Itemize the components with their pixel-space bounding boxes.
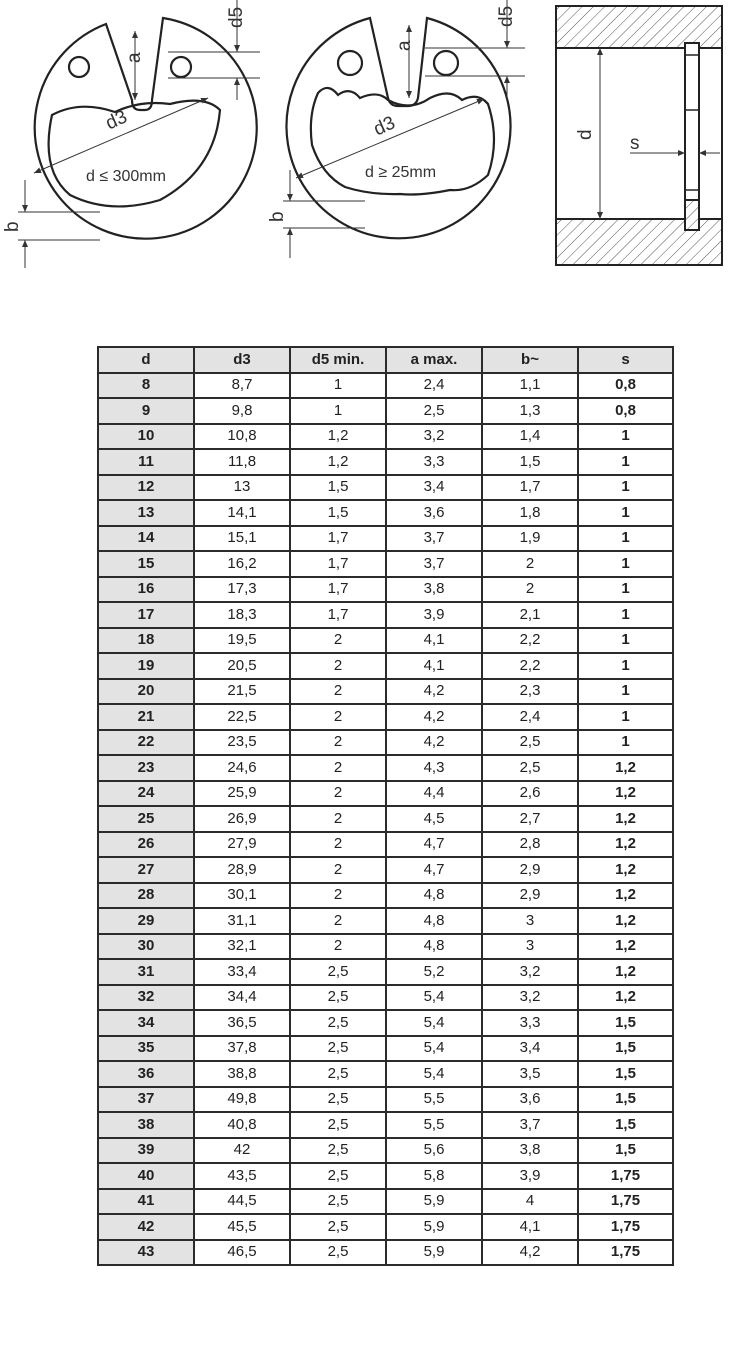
table-cell-a: 3,7 <box>386 526 482 552</box>
table-cell-s: 1 <box>578 526 673 552</box>
table-row <box>98 985 673 1011</box>
table-cell-d: 22 <box>98 730 194 756</box>
table-cell-s: 1,2 <box>578 832 673 858</box>
table-cell-a: 5,4 <box>386 1036 482 1062</box>
table-cell-b: 1,8 <box>482 500 578 526</box>
table-cell-b: 2,2 <box>482 653 578 679</box>
table-row <box>98 500 673 526</box>
table-header-row <box>98 347 673 373</box>
table-cell-b: 2,8 <box>482 832 578 858</box>
table-cell-a: 5,4 <box>386 1061 482 1087</box>
table-cell-a: 5,4 <box>386 1010 482 1036</box>
table-cell-s: 1,2 <box>578 755 673 781</box>
table-cell-s: 1,2 <box>578 883 673 909</box>
table-cell-s: 1,75 <box>578 1214 673 1240</box>
table-cell-d3: 46,5 <box>194 1240 290 1266</box>
ring1-label-range: d ≤ 300mm <box>86 168 166 185</box>
table-cell-d5: 2 <box>290 628 386 654</box>
table-cell-d: 28 <box>98 883 194 909</box>
table-cell-d: 16 <box>98 577 194 603</box>
section-label-d: d <box>575 129 596 140</box>
table-row <box>98 934 673 960</box>
table-cell-d: 26 <box>98 832 194 858</box>
table-cell-s: 1,2 <box>578 781 673 807</box>
table-row <box>98 857 673 883</box>
table-cell-a: 5,5 <box>386 1112 482 1138</box>
table-cell-d5: 2 <box>290 730 386 756</box>
table-cell-d3: 11,8 <box>194 449 290 475</box>
table-row <box>98 1163 673 1189</box>
table-cell-d5: 1 <box>290 373 386 399</box>
table-cell-d: 36 <box>98 1061 194 1087</box>
table-cell-s: 0,8 <box>578 398 673 424</box>
table-cell-d3: 27,9 <box>194 832 290 858</box>
table-cell-s: 1,2 <box>578 934 673 960</box>
col-header-d3: d3 <box>194 347 290 373</box>
table-cell-b: 2,7 <box>482 806 578 832</box>
ring1-label-d3: d3 <box>102 106 131 135</box>
table-cell-d: 18 <box>98 628 194 654</box>
table-cell-d: 40 <box>98 1163 194 1189</box>
table-cell-d3: 30,1 <box>194 883 290 909</box>
table-cell-d5: 2 <box>290 704 386 730</box>
table-cell-s: 1,75 <box>578 1189 673 1215</box>
table-cell-d3: 9,8 <box>194 398 290 424</box>
table-cell-d3: 36,5 <box>194 1010 290 1036</box>
ring2-label-a: a <box>394 40 415 51</box>
table-cell-s: 1 <box>578 577 673 603</box>
table-cell-b: 3,6 <box>482 1087 578 1113</box>
table-body <box>98 373 673 1266</box>
table-cell-s: 1,5 <box>578 1087 673 1113</box>
table-cell-d: 32 <box>98 985 194 1011</box>
table-cell-a: 5,8 <box>386 1163 482 1189</box>
table-row <box>98 551 673 577</box>
table-cell-s: 1 <box>578 704 673 730</box>
table-row <box>98 730 673 756</box>
table-cell-d5: 2 <box>290 653 386 679</box>
table-cell-b: 3,5 <box>482 1061 578 1087</box>
table-cell-d3: 38,8 <box>194 1061 290 1087</box>
table-row <box>98 475 673 501</box>
table-row <box>98 959 673 985</box>
table-cell-b: 2 <box>482 551 578 577</box>
table-cell-s: 1,2 <box>578 857 673 883</box>
table-row <box>98 806 673 832</box>
table-cell-d3: 15,1 <box>194 526 290 552</box>
table-cell-d3: 22,5 <box>194 704 290 730</box>
table-cell-d: 39 <box>98 1138 194 1164</box>
table-cell-d: 13 <box>98 500 194 526</box>
table-cell-b: 2 <box>482 577 578 603</box>
table-cell-d5: 1,7 <box>290 526 386 552</box>
col-header-d5-min: d5 min. <box>290 347 386 373</box>
table-cell-a: 3,2 <box>386 424 482 450</box>
table-cell-d3: 34,4 <box>194 985 290 1011</box>
table-cell-d: 24 <box>98 781 194 807</box>
table-cell-a: 3,7 <box>386 551 482 577</box>
table-cell-d3: 43,5 <box>194 1163 290 1189</box>
table-cell-a: 4,7 <box>386 857 482 883</box>
technical-drawings <box>0 0 731 280</box>
table-cell-d5: 1,5 <box>290 475 386 501</box>
table-cell-d5: 2 <box>290 806 386 832</box>
table-row <box>98 424 673 450</box>
table-cell-s: 1,75 <box>578 1163 673 1189</box>
table-cell-d: 8 <box>98 373 194 399</box>
table-cell-d: 21 <box>98 704 194 730</box>
table-cell-d3: 37,8 <box>194 1036 290 1062</box>
table-cell-d: 35 <box>98 1036 194 1062</box>
table-cell-s: 1 <box>578 679 673 705</box>
table-cell-d3: 8,7 <box>194 373 290 399</box>
table-cell-b: 3,3 <box>482 1010 578 1036</box>
table-cell-d5: 2,5 <box>290 1138 386 1164</box>
table-row <box>98 781 673 807</box>
table-cell-b: 1,3 <box>482 398 578 424</box>
table-row <box>98 526 673 552</box>
table-cell-d: 29 <box>98 908 194 934</box>
table-row <box>98 577 673 603</box>
table-cell-a: 4,1 <box>386 653 482 679</box>
table-cell-d5: 2,5 <box>290 1112 386 1138</box>
table-cell-a: 4,8 <box>386 883 482 909</box>
table-cell-a: 2,4 <box>386 373 482 399</box>
table-cell-d3: 20,5 <box>194 653 290 679</box>
table-cell-d5: 2,5 <box>290 1214 386 1240</box>
table-cell-a: 4,8 <box>386 908 482 934</box>
table-row <box>98 704 673 730</box>
table-cell-s: 1,2 <box>578 959 673 985</box>
table-cell-s: 1 <box>578 730 673 756</box>
table-cell-d5: 2 <box>290 857 386 883</box>
table-cell-d3: 24,6 <box>194 755 290 781</box>
table-cell-a: 4,1 <box>386 628 482 654</box>
col-header-a-max: a max. <box>386 347 482 373</box>
table-cell-b: 2,5 <box>482 755 578 781</box>
table-cell-d5: 1,7 <box>290 551 386 577</box>
table-cell-b: 3,4 <box>482 1036 578 1062</box>
table-cell-d3: 28,9 <box>194 857 290 883</box>
table-cell-a: 5,9 <box>386 1214 482 1240</box>
table-cell-a: 5,2 <box>386 959 482 985</box>
table-cell-a: 3,8 <box>386 577 482 603</box>
table-cell-s: 1,2 <box>578 806 673 832</box>
table-row <box>98 755 673 781</box>
ring2-label-d3: d3 <box>370 112 399 141</box>
table-cell-s: 1 <box>578 424 673 450</box>
table-row <box>98 373 673 399</box>
table-cell-s: 1 <box>578 500 673 526</box>
col-header-d: d <box>98 347 194 373</box>
table-cell-d3: 26,9 <box>194 806 290 832</box>
ring1-label-d5: d5 <box>226 6 247 28</box>
table-row <box>98 449 673 475</box>
table-cell-d5: 2 <box>290 755 386 781</box>
table-cell-s: 1,5 <box>578 1138 673 1164</box>
table-cell-b: 1,5 <box>482 449 578 475</box>
table-cell-a: 3,4 <box>386 475 482 501</box>
table-cell-b: 3,8 <box>482 1138 578 1164</box>
table-row <box>98 679 673 705</box>
table-cell-a: 4,2 <box>386 730 482 756</box>
table-cell-d3: 45,5 <box>194 1214 290 1240</box>
table-cell-d3: 21,5 <box>194 679 290 705</box>
table-cell-s: 1 <box>578 551 673 577</box>
table-cell-d: 23 <box>98 755 194 781</box>
table-cell-a: 5,6 <box>386 1138 482 1164</box>
table-cell-b: 2,4 <box>482 704 578 730</box>
table-cell-d: 15 <box>98 551 194 577</box>
table-row <box>98 908 673 934</box>
table-cell-d3: 32,1 <box>194 934 290 960</box>
table-cell-d5: 2,5 <box>290 1010 386 1036</box>
table-cell-d: 43 <box>98 1240 194 1266</box>
table-cell-s: 1 <box>578 475 673 501</box>
table-cell-a: 5,5 <box>386 1087 482 1113</box>
table-cell-s: 1 <box>578 628 673 654</box>
table-row <box>98 1112 673 1138</box>
table-row <box>98 832 673 858</box>
table-cell-d3: 13 <box>194 475 290 501</box>
table-cell-d5: 2 <box>290 934 386 960</box>
table-cell-s: 1,5 <box>578 1036 673 1062</box>
table-cell-b: 4 <box>482 1189 578 1215</box>
table-cell-d5: 1,2 <box>290 449 386 475</box>
col-header-s: s <box>578 347 673 373</box>
table-cell-b: 2,2 <box>482 628 578 654</box>
table-cell-d5: 2,5 <box>290 1036 386 1062</box>
section-label-s: s <box>630 133 640 154</box>
table-row <box>98 398 673 424</box>
table-cell-d: 9 <box>98 398 194 424</box>
table-cell-a: 4,2 <box>386 704 482 730</box>
table-cell-d5: 1,2 <box>290 424 386 450</box>
table-row <box>98 1240 673 1266</box>
table-cell-s: 1 <box>578 653 673 679</box>
ring1-label-b: b <box>2 221 23 232</box>
table-cell-b: 3,7 <box>482 1112 578 1138</box>
table-cell-b: 1,7 <box>482 475 578 501</box>
table-cell-b: 4,1 <box>482 1214 578 1240</box>
ring2-label-range: d ≥ 25mm <box>365 164 437 181</box>
table-cell-d3: 10,8 <box>194 424 290 450</box>
table-cell-d5: 2,5 <box>290 1163 386 1189</box>
table-cell-b: 2,9 <box>482 857 578 883</box>
table-cell-d3: 33,4 <box>194 959 290 985</box>
table-cell-d: 30 <box>98 934 194 960</box>
table-cell-d: 41 <box>98 1189 194 1215</box>
table-cell-b: 4,2 <box>482 1240 578 1266</box>
table-cell-a: 4,4 <box>386 781 482 807</box>
table-cell-a: 2,5 <box>386 398 482 424</box>
table-row <box>98 1061 673 1087</box>
ring-drawing-small <box>35 18 257 239</box>
table-cell-b: 3,2 <box>482 985 578 1011</box>
table-cell-b: 2,9 <box>482 883 578 909</box>
table-cell-d3: 40,8 <box>194 1112 290 1138</box>
table-row <box>98 883 673 909</box>
table-cell-d5: 2,5 <box>290 1240 386 1266</box>
table-cell-d: 19 <box>98 653 194 679</box>
table-cell-d: 14 <box>98 526 194 552</box>
table-cell-d: 37 <box>98 1087 194 1113</box>
table-cell-d3: 42 <box>194 1138 290 1164</box>
table-cell-d5: 1,7 <box>290 577 386 603</box>
table-row <box>98 602 673 628</box>
table-cell-b: 2,3 <box>482 679 578 705</box>
table-cell-d: 11 <box>98 449 194 475</box>
table-cell-d: 31 <box>98 959 194 985</box>
ring2-label-b: b <box>267 211 288 222</box>
table-cell-s: 1,5 <box>578 1112 673 1138</box>
table-cell-b: 3 <box>482 934 578 960</box>
table-cell-d5: 2,5 <box>290 985 386 1011</box>
table-cell-d: 17 <box>98 602 194 628</box>
table-cell-s: 1,5 <box>578 1061 673 1087</box>
table-cell-s: 1,2 <box>578 908 673 934</box>
table-row <box>98 1010 673 1036</box>
table-cell-b: 3,2 <box>482 959 578 985</box>
table-row <box>98 1189 673 1215</box>
table-cell-b: 3 <box>482 908 578 934</box>
table-cell-b: 1,4 <box>482 424 578 450</box>
table-cell-d3: 44,5 <box>194 1189 290 1215</box>
table-cell-d3: 49,8 <box>194 1087 290 1113</box>
table-cell-a: 3,3 <box>386 449 482 475</box>
table-cell-d3: 31,1 <box>194 908 290 934</box>
table-cell-d: 12 <box>98 475 194 501</box>
table-row <box>98 1087 673 1113</box>
ring2-label-d5: d5 <box>496 5 517 27</box>
table-cell-d3: 14,1 <box>194 500 290 526</box>
table-cell-d5: 2 <box>290 908 386 934</box>
table-row <box>98 1214 673 1240</box>
table-cell-d: 34 <box>98 1010 194 1036</box>
table-cell-a: 5,9 <box>386 1240 482 1266</box>
table-row <box>98 1138 673 1164</box>
table-cell-a: 4,3 <box>386 755 482 781</box>
table-cell-a: 4,8 <box>386 934 482 960</box>
table-cell-a: 3,6 <box>386 500 482 526</box>
table-cell-d: 20 <box>98 679 194 705</box>
table-cell-d: 10 <box>98 424 194 450</box>
table-cell-a: 4,5 <box>386 806 482 832</box>
table-cell-b: 2,5 <box>482 730 578 756</box>
table-cell-s: 1,5 <box>578 1010 673 1036</box>
table-cell-b: 2,1 <box>482 602 578 628</box>
table-row <box>98 653 673 679</box>
table-cell-a: 5,4 <box>386 985 482 1011</box>
table-cell-d5: 1,5 <box>290 500 386 526</box>
table-cell-b: 1,1 <box>482 373 578 399</box>
table-cell-s: 0,8 <box>578 373 673 399</box>
ring1-label-a: a <box>124 52 145 63</box>
table-cell-d3: 17,3 <box>194 577 290 603</box>
table-cell-b: 3,9 <box>482 1163 578 1189</box>
table-cell-d3: 16,2 <box>194 551 290 577</box>
table-cell-d3: 18,3 <box>194 602 290 628</box>
table-cell-d5: 2 <box>290 883 386 909</box>
table-cell-d3: 25,9 <box>194 781 290 807</box>
table-cell-s: 1,2 <box>578 985 673 1011</box>
table-cell-d: 25 <box>98 806 194 832</box>
table-cell-d5: 1 <box>290 398 386 424</box>
table-cell-d5: 2,5 <box>290 1061 386 1087</box>
table-cell-b: 2,6 <box>482 781 578 807</box>
table-cell-a: 3,9 <box>386 602 482 628</box>
table-cell-d: 38 <box>98 1112 194 1138</box>
table-row <box>98 628 673 654</box>
table-cell-d5: 2 <box>290 832 386 858</box>
table-cell-a: 4,2 <box>386 679 482 705</box>
table-cell-s: 1 <box>578 602 673 628</box>
table-cell-d5: 1,7 <box>290 602 386 628</box>
table-cell-d: 42 <box>98 1214 194 1240</box>
table-cell-d5: 2 <box>290 781 386 807</box>
dimensions-table <box>97 346 674 1266</box>
table-cell-d3: 23,5 <box>194 730 290 756</box>
table-row <box>98 1036 673 1062</box>
table-cell-a: 4,7 <box>386 832 482 858</box>
table-cell-d5: 2,5 <box>290 1189 386 1215</box>
table-cell-a: 5,9 <box>386 1189 482 1215</box>
table-cell-b: 1,9 <box>482 526 578 552</box>
table-cell-s: 1 <box>578 449 673 475</box>
table-cell-d5: 2,5 <box>290 959 386 985</box>
col-header-b: b~ <box>482 347 578 373</box>
table-cell-d: 27 <box>98 857 194 883</box>
table-cell-s: 1,75 <box>578 1240 673 1266</box>
table-cell-d5: 2 <box>290 679 386 705</box>
table-cell-d3: 19,5 <box>194 628 290 654</box>
table-cell-d5: 2,5 <box>290 1087 386 1113</box>
